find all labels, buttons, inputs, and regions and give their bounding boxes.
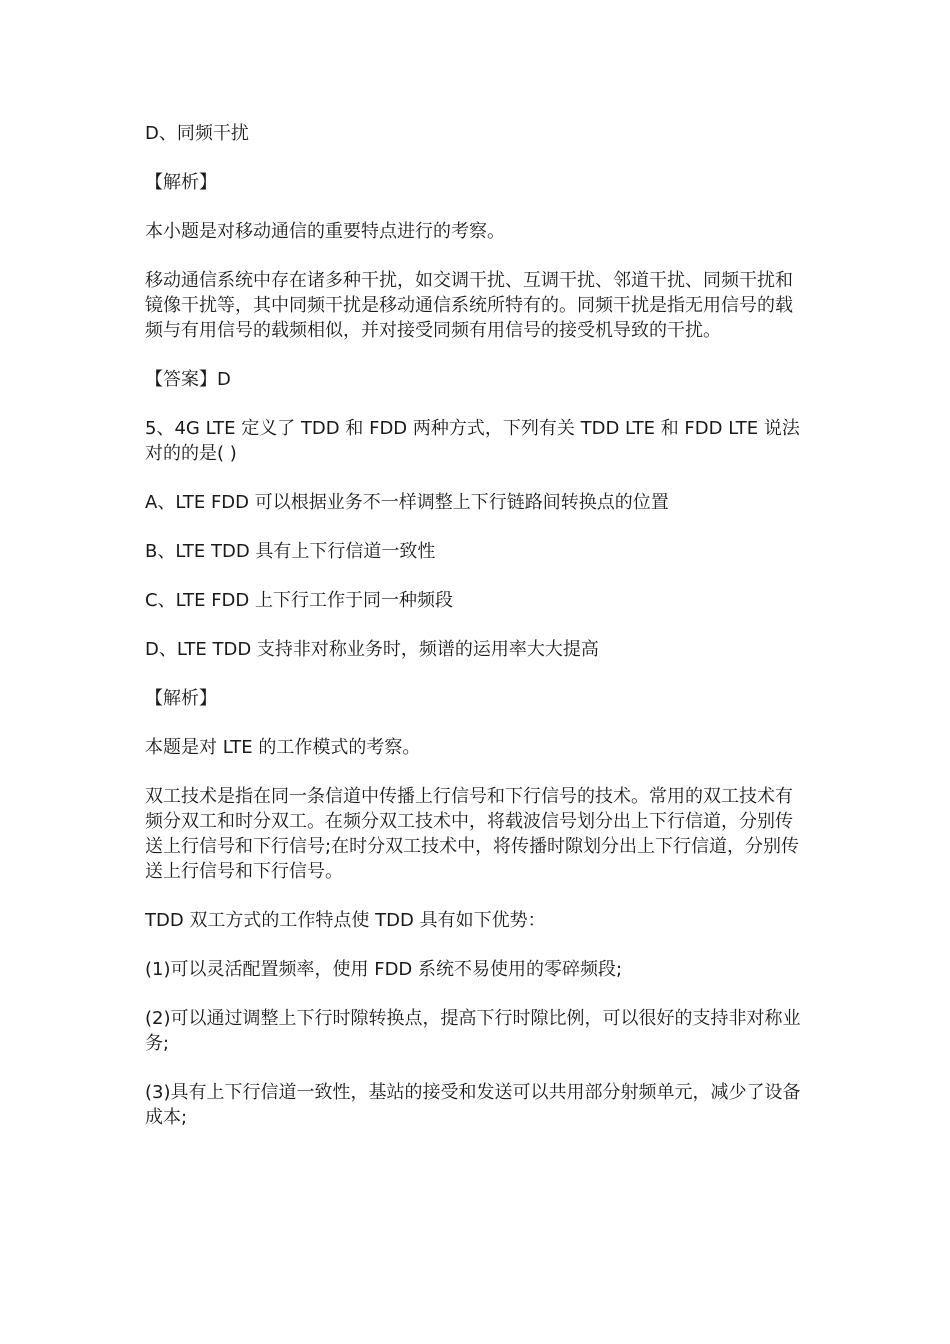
analysis-intro: 本小题是对移动通信的重要特点进行的考察。	[145, 221, 505, 242]
duplex-explanation: 双工技术是指在同一条信道中传播上行信号和下行信号的技术。常用的双工技术有频分双工和时分双工。在频分双工技术中，将载波信号划分出上下行信道，分别传送上行信号和下行信号;在时分双工技术中，将传播时隙划分出上下行信道，分别传送上行信号和下行信号。	[145, 786, 800, 882]
option-c: C、LTE FDD 上下行工作于同一种频段	[145, 590, 454, 611]
analysis-body: 移动通信系统中存在诸多种干扰，如交调干扰、互调干扰、邻道干扰、同频干扰和镜像干扰等，其中同频干扰是移动通信系统所特有的。同频干扰是指无用信号的载频与有用信号的载频相似，并对接受同频有用信号的接受机导致的干扰。	[145, 270, 793, 341]
advantage-1: (1)可以灵活配置频率，使用 FDD 系统不易使用的零碎频段;	[145, 959, 623, 980]
answer-line: 【答案】D	[145, 369, 231, 390]
advantage-3: (3)具有上下行信道一致性，基站的接受和发送可以共用部分射频单元，减少了设备成本;	[145, 1082, 801, 1128]
document-page	[145, 121, 810, 1154]
option-d-prev: D、同频干扰	[145, 123, 249, 144]
analysis-heading-2: 【解析】	[145, 688, 217, 709]
analysis-intro-2: 本题是对 LTE 的工作模式的考察。	[145, 737, 421, 758]
question-5: 5、4G LTE 定义了 TDD 和 FDD 两种方式，下列有关 TDD LTE 和 FDD LTE 说法对的的是( )	[145, 418, 800, 464]
advantage-2: (2)可以通过调整上下行时隙转换点，提高下行时隙比例，可以很好的支持非对称业务;	[145, 1008, 801, 1054]
analysis-heading: 【解析】	[145, 172, 217, 193]
option-a: A、LTE FDD 可以根据业务不一样调整上下行链路间转换点的位置	[145, 492, 669, 513]
tdd-advantages-intro: TDD 双工方式的工作特点使 TDD 具有如下优势：	[145, 910, 546, 931]
option-d: D、LTE TDD 支持非对称业务时，频谱的运用率大大提高	[145, 639, 599, 660]
option-b: B、LTE TDD 具有上下行信道一致性	[145, 541, 436, 562]
